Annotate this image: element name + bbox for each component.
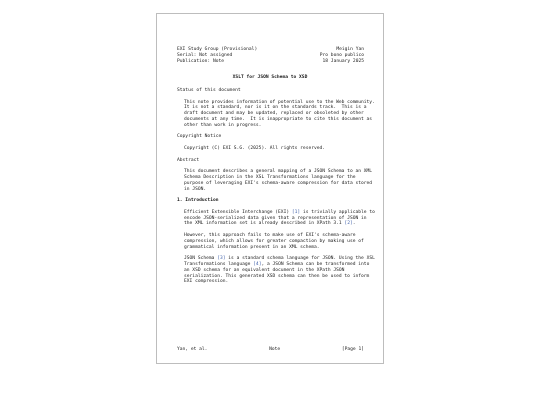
intro-text: is trivially applicable to: [300, 209, 375, 215]
footer-type: Note: [269, 347, 281, 352]
document-body: [177, 88, 375, 285]
intro-text: the XML information set is already described in XPath 3.1: [184, 221, 345, 227]
reference-link-2[interactable]: [2]: [344, 221, 353, 227]
footer-authors: Yan, et al.: [177, 347, 208, 352]
abstract-line: in JSON.: [184, 186, 207, 192]
intro-text: .: [352, 221, 356, 227]
intro-line: However, this approach fails to make use of EXI's schema-aware: [184, 232, 356, 238]
reference-link-4[interactable]: [4]: [253, 261, 262, 267]
copyright-heading: Copyright Notice: [177, 134, 222, 140]
status-line: other than work in progress.: [184, 122, 262, 128]
header-serial: Serial: Not assigned: [177, 52, 233, 58]
document-footer: [177, 347, 364, 353]
intro-line: serialization. This generated XSD schema can then be used to inform: [184, 273, 370, 279]
status-line: draft document and may be updated, replaced or obsoleted by other: [184, 111, 364, 117]
header-group: EXI Study Group (Provisional): [177, 47, 258, 52]
abstract-line: purpose of leveraging EXI's schema-aware compression for data stored: [184, 180, 373, 186]
abstract-heading: Abstract: [177, 157, 200, 163]
header-row: [177, 59, 364, 65]
document-title: XSLT for JSON Schema to XSD: [232, 75, 308, 80]
header-date: 18 January 2025: [322, 58, 364, 64]
intro-line: EXI compression.: [184, 279, 229, 285]
reference-link-1[interactable]: [1]: [291, 209, 301, 215]
intro-line: an XSD schema for an equivalent document in the XPath JSON: [184, 267, 345, 273]
intro-line: [184, 209, 375, 216]
header-publication: Publication: Note: [177, 58, 225, 64]
intro-line: [184, 261, 370, 268]
intro-text: Transformations language: [184, 261, 254, 267]
intro-line: encode JSON-serialized data given that a representation of JSON in: [184, 215, 367, 221]
intro-line: [184, 221, 367, 227]
introduction-heading: 1. Introduction: [177, 198, 219, 204]
copyright-line: Copyright (C) EXI S.G. (2025). All rights reserved.: [184, 145, 326, 151]
document-page: [156, 13, 384, 364]
reference-link-3[interactable]: [3]: [217, 256, 226, 262]
intro-text: JSON Schema: [184, 256, 218, 262]
intro-text: Efficient Extensible Interchange (EXI): [184, 209, 292, 215]
abstract-line: This document describes a general mapping of a JSON Schema to an XML: [184, 169, 373, 175]
status-line: documents at any time. It is inappropriate to cite this document as: [184, 116, 373, 122]
document-header: [177, 47, 364, 64]
abstract-line: Schema Description in the XSL Transformations language for the: [184, 174, 356, 180]
footer-page-number: [Page 1]: [341, 347, 364, 352]
status-line: This note provides information of potential use to the Web community.: [184, 99, 375, 105]
status-line: It is not a standard, nor is it on the standards track. This is a: [184, 105, 367, 111]
intro-line: grammatical information present in an XML schema.: [184, 244, 320, 250]
header-author: Meigin Yan: [336, 47, 364, 52]
intro-line: compression, which allows for greater compaction by making use of: [184, 238, 364, 244]
header-affiliation: Pro bono publico: [319, 52, 364, 58]
status-heading: Status of this document: [177, 88, 241, 93]
intro-text: , a JSON Schema can be transformed into: [261, 261, 370, 267]
intro-text: is a standard schema language for JSON. Using the XSL: [225, 256, 375, 262]
